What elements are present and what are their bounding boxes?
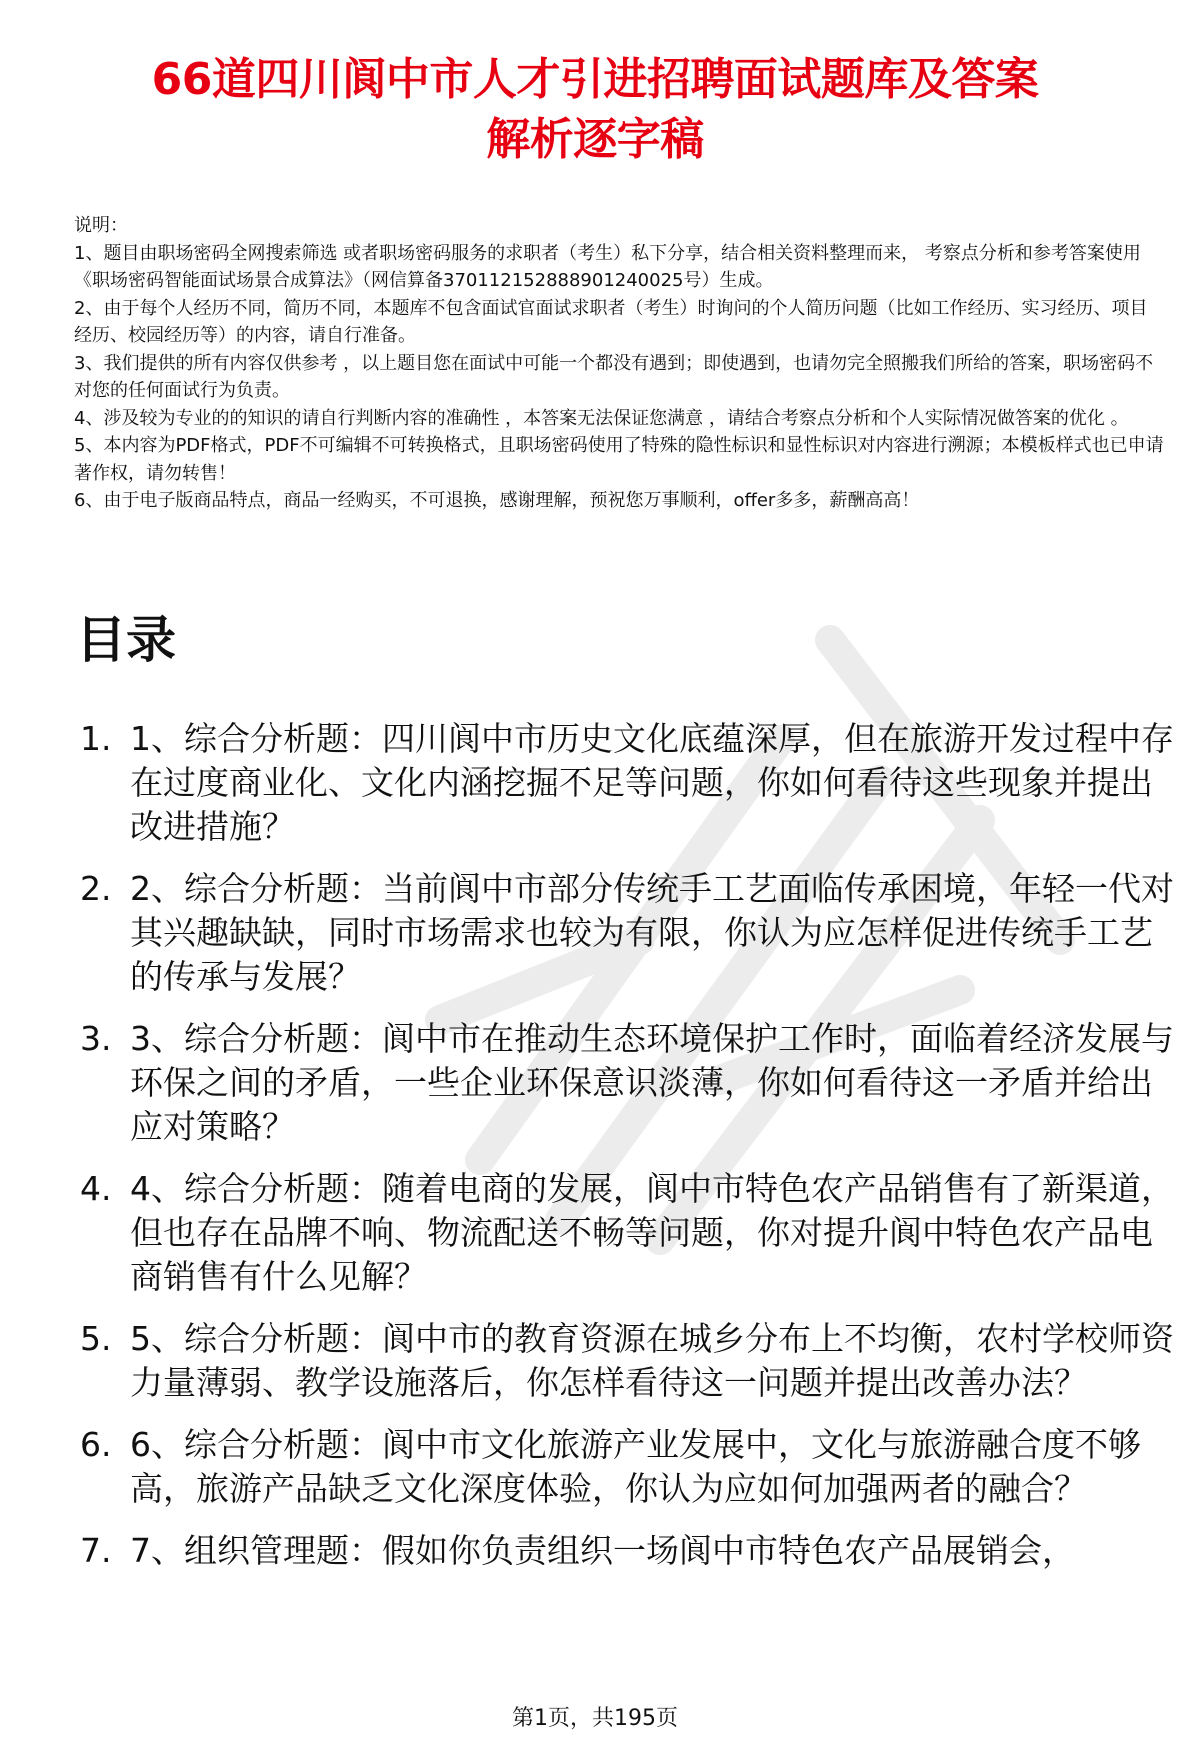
- toc-item-text[interactable]: 4、综合分析题：随着电商的发展，阆中市特色农产品销售有了新渠道，但也存在品牌不响、物流配送不畅等问题，你对提升阆中特色农产品电商销售有什么见解？: [130, 1169, 1174, 1296]
- document-title: [60, 50, 1130, 170]
- toc-item[interactable]: [0, 867, 1190, 999]
- toc-item-text[interactable]: 2、综合分析题：当前阆中市部分传统手工艺面临传承困境，年轻一代对其兴趣缺缺，同时市场需求也较为有限，你认为应怎样促进传统手工艺的传承与发展？: [130, 869, 1174, 996]
- note-item: 2、由于每个人经历不同，简历不同，本题库不包含面试官面试求职者（考生）时询问的个人简历问题（比如工作经历、实习经历、项目经历、校园经历等）的内容，请自行准备。: [74, 297, 1148, 346]
- page-footer: 第1页，共195页: [512, 1706, 678, 1731]
- toc-item-text[interactable]: 1、综合分析题：四川阆中市历史文化底蕴深厚，但在旅游开发过程中存在过度商业化、文化内涵挖掘不足等问题，你如何看待这些现象并提出改进措施？: [130, 719, 1174, 846]
- note-item: 1、题目由职场密码全网搜索筛选 或者职场密码服务的求职者（考生）私下分享，结合相关资料整理而来， 考察点分析和参考答案使用《职场密码智能面试场景合成算法》（网信算备370112152888901240025号）生成。: [74, 242, 1141, 291]
- toc-item-text[interactable]: 3、综合分析题：阆中市在推动生态环境保护工作时，面临着经济发展与环保之间的矛盾，一些企业环保意识淡薄，你如何看待这一矛盾并给出应对策略？: [130, 1019, 1174, 1146]
- toc-list: [0, 717, 1190, 1591]
- notes-heading: 说明：: [74, 215, 128, 236]
- toc-item[interactable]: [0, 1317, 1190, 1405]
- toc-item-number: 4.: [80, 1169, 112, 1208]
- toc-item[interactable]: [0, 1529, 1190, 1573]
- title-line-2: 解析逐字稿: [486, 114, 704, 165]
- note-item: 6、由于电子版商品特点，商品一经购买，不可退换，感谢理解，预祝您万事顺利，offer多多，薪酬高高！: [74, 490, 920, 511]
- toc-item-number: 1.: [80, 719, 112, 758]
- toc-item-number: 5.: [80, 1319, 112, 1358]
- toc-item[interactable]: [0, 1017, 1190, 1149]
- toc-item-number: 3.: [80, 1019, 112, 1058]
- toc-item-text[interactable]: 7、组织管理题：假如你负责组织一场阆中市特色农产品展销会，: [130, 1531, 1075, 1570]
- note-item: 4、涉及较为专业的的知识的请自行判断内容的准确性 ，本答案无法保证您满意 ，请结合考察点分析和个人实际情况做答案的优化 。: [74, 407, 1129, 429]
- toc-item-number: 6.: [80, 1425, 112, 1464]
- toc-item[interactable]: [0, 1423, 1190, 1511]
- toc-item[interactable]: [0, 1167, 1190, 1299]
- toc-heading: 目录: [76, 611, 176, 669]
- note-item: 5、本内容为PDF格式，PDF不可编辑不可转换格式，且职场密码使用了特殊的隐性标识和显性标识对内容进行溯源；本模板样式也已申请著作权，请勿转售！: [74, 435, 1164, 484]
- note-item: 3、我们提供的所有内容仅供参考 ，以上题目您在面试中可能一个都没有遇到；即使遇到，也请勿完全照搬我们所给的答案，职场密码不对您的任何面试行为负责。: [74, 352, 1154, 401]
- toc-item-text[interactable]: 6、综合分析题：阆中市文化旅游产业发展中，文化与旅游融合度不够高，旅游产品缺乏文化深度体验，你认为应如何加强两者的融合？: [130, 1425, 1141, 1508]
- toc-item[interactable]: [0, 717, 1190, 849]
- toc-item-text[interactable]: 5、综合分析题：阆中市的教育资源在城乡分布上不均衡，农村学校师资力量薄弱、教学设施落后，你怎样看待这一问题并提出改善办法？: [130, 1319, 1174, 1402]
- toc-item-number: 7.: [80, 1531, 112, 1570]
- title-line-1: 66道四川阆中市人才引进招聘面试题库及答案: [151, 54, 1039, 105]
- toc-item-number: 2.: [80, 869, 112, 908]
- notes-section: [74, 212, 1164, 515]
